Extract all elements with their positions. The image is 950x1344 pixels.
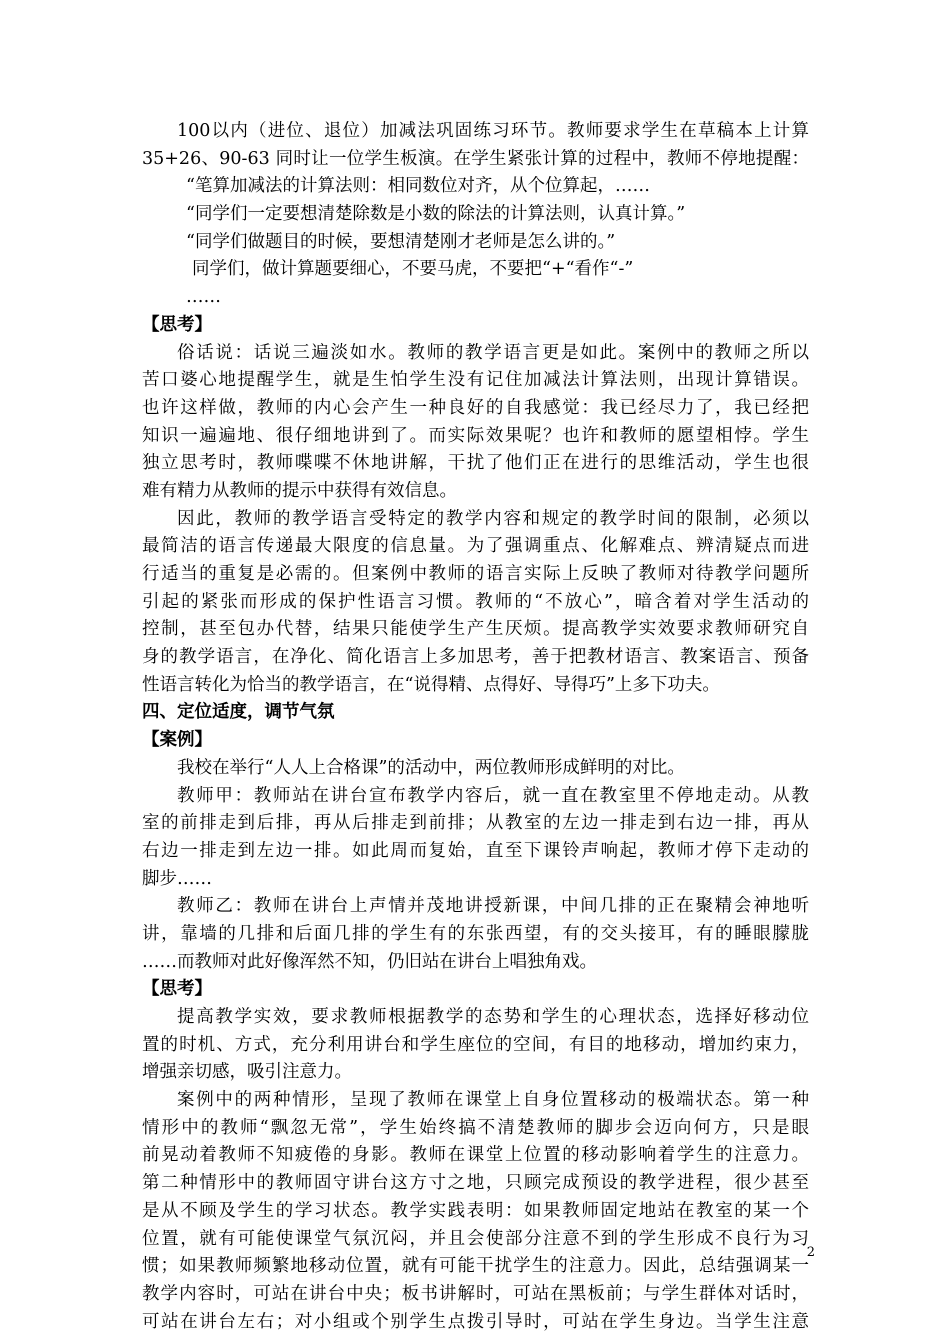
paragraph-line: 我校在举行“人人上合格课”的活动中，两位教师形成鲜明的对比。 (177, 757, 685, 778)
paragraph-line: 教学内容时，可站在讲台中央；板书讲解时，可站在黑板前；与学生群体对话时， (142, 1283, 809, 1304)
section-heading-case: 【案例】 (142, 730, 212, 751)
paragraph-line: 前晃动着教师不知疲倦的身影。教师在课堂上位置的移动影响着学生的注意力。 (142, 1145, 809, 1166)
section-heading-4: 四、定位适度，调节气氛 (142, 702, 335, 723)
paragraph-line: 独立思考时，教师喋喋不休地讲解，干扰了他们正在进行的思维活动，学生也很 (142, 453, 809, 474)
paragraph-line: 知识一遍遍地、很仔细地讲到了。而实际效果呢？也许和教师的愿望相悖。学生 (142, 425, 809, 446)
paragraph-line: 难有精力从教师的提示中获得有效信息。 (142, 480, 457, 501)
quote-line: “笔算加减法的计算法则：相同数位对齐，从个位算起，…… (186, 176, 650, 197)
quote-line: 同学们，做计算题要细心，不要马虎，不要把“+“看作“-” (192, 259, 634, 280)
paragraph-line: 案例中的两种情形，呈现了教师在课堂上自身位置移动的极端状态。第一种 (177, 1090, 809, 1111)
paragraph-line: 讲，靠墙的几排和后面几排的学生有的东张西望，有的交头接耳，有的睡眼朦胧 (142, 923, 809, 944)
paragraph-line: 控制，甚至包办代替，结果只能使学生产生厌烦。提高教学实效要求教师研究自 (142, 619, 809, 640)
document-body (142, 118, 809, 1336)
paragraph-line: 因此，教师的教学语言受特定的教学内容和规定的教学时间的限制，必须以 (177, 508, 809, 529)
paragraph-line: 教师甲：教师站在讲台宣布教学内容后，就一直在教室里不停地走动。从教 (177, 785, 809, 806)
page-number: 2 (806, 1245, 815, 1260)
paragraph-line: 俗话说：话说三遍淡如水。教师的教学语言更是如此。案例中的教师之所以 (177, 342, 809, 363)
paragraph-line: 可站在讲台左右；对小组或个别学生点拨引导时，可站在学生身边。当学生注意 (142, 1311, 809, 1332)
ellipsis-line: …… (186, 287, 221, 308)
paragraph-line: 增强亲切感，吸引注意力。 (142, 1062, 352, 1083)
paragraph-line: 身的教学语言，在净化、简化语言上多加思考，善于把教材语言、教案语言、预备 (142, 647, 809, 668)
paragraph-line: 教师乙：教师在讲台上声情并茂地讲授新课，中间几排的正在聚精会神地听 (177, 896, 809, 917)
quote-line: “同学们做题目的时候，要想清楚刚才老师是怎么讲的。” (186, 231, 616, 252)
paragraph-line: 提高教学实效，要求教师根据教学的态势和学生的心理状态，选择好移动位 (177, 1007, 809, 1027)
paragraph-line: 苦口婆心地提醒学生，就是生怕学生没有记住加减法计算法则，出现计算错误。 (142, 370, 809, 391)
section-heading-think: 【思考】 (142, 314, 212, 335)
paragraph-line: 最简洁的语言传递最大限度的信息量。为了强调重点、化解难点、辨清疑点而进 (142, 536, 809, 557)
paragraph-line: ……而教师对此好像浑然不知，仍旧站在讲台上唱独角戏。 (142, 951, 597, 972)
section-heading-think: 【思考】 (142, 979, 212, 1000)
paragraph-line: 也许这样做，教师的内心会产生一种良好的自我感觉：我已经尽力了，我已经把 (142, 397, 809, 418)
paragraph-line: 情形中的教师“飘忽无常”，学生始终搞不清楚教师的脚步会迈向何方，只是眼 (142, 1117, 809, 1138)
paragraph-line: 惯；如果教师频繁地移动位置，就有可能干扰学生的注意力。因此，总结强调某一 (142, 1256, 809, 1277)
paragraph-line: 室的前排走到后排，再从后排走到前排；从教室的左边一排走到右边一排，再从 (142, 813, 809, 834)
paragraph-line: 性语言转化为恰当的教学语言，在“说得精、点得好、导得巧”上多下功夫。 (142, 674, 720, 695)
paragraph-line: 右边一排走到左边一排。如此周而复始，直至下课铃声响起，教师才停下走动的 (142, 840, 809, 861)
paragraph-line: 35+26、90-63 同时让一位学生板演。在学生紧张计算的过程中，教师不停地提醒： (142, 148, 809, 169)
paragraph-line: 脚步…… (142, 868, 212, 889)
paragraph-line: 引起的紧张而形成的保护性语言习惯。教师的“不放心”，暗含着对学生活动的 (142, 591, 809, 612)
paragraph-line: 行适当的重复是必需的。但案例中教师的语言实际上反映了教师对待教学问题所 (142, 564, 809, 584)
paragraph-line: 是从不顾及学生的学习状态。教学实践表明：如果教师固定地站在教室的某一个 (142, 1200, 809, 1221)
paragraph-line: 位置，就有可能使课堂气氛沉闷，并且会使部分注意不到的学生形成不良行为习 (142, 1228, 809, 1249)
paragraph-line: 置的时机、方式，充分利用讲台和学生座位的空间，有目的地移动，增加约束力， (142, 1034, 809, 1055)
quote-line: “同学们一定要想清楚除数是小数的除法的计算法则，认真计算。” (186, 204, 686, 225)
paragraph-line: 100以内（进位、退位）加减法巩固练习环节。教师要求学生在草稿本上计算 (177, 121, 809, 141)
paragraph-line: 第二种情形中的教师固守讲台这方寸之地，只顾完成预设的教学进程，很少甚至 (142, 1173, 809, 1194)
